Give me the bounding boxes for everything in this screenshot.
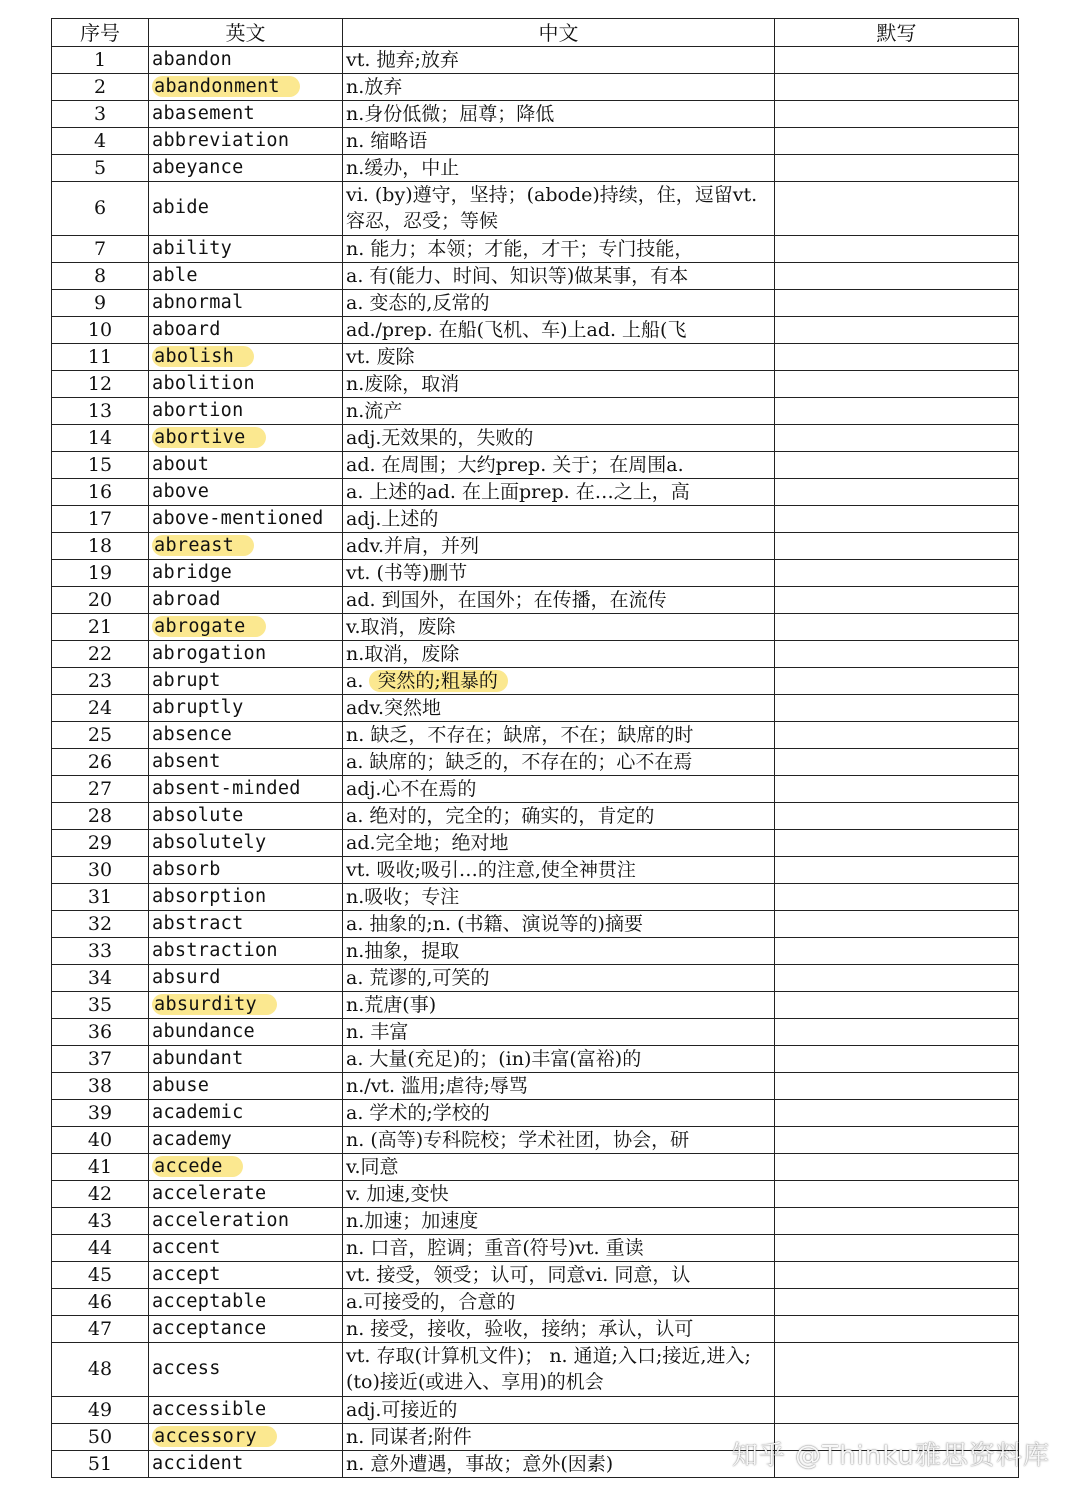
chinese-meaning: a. 大量(充足)的；(in)丰富(富裕)的: [343, 1045, 775, 1072]
chinese-meaning: a. 荒谬的,可笑的: [343, 964, 775, 991]
english-word: absorb: [149, 856, 343, 883]
chinese-meaning: vt. 废除: [343, 343, 775, 370]
english-word: accident: [149, 1450, 343, 1477]
row-number: 46: [52, 1288, 149, 1315]
table-row: [52, 424, 1019, 451]
table-row: [52, 1261, 1019, 1288]
chinese-meaning: v. 加速,变快: [343, 1180, 775, 1207]
chinese-meaning: adj.无效果的，失败的: [343, 424, 775, 451]
table-row: [52, 829, 1019, 856]
meaning-prefix: a.: [346, 669, 370, 692]
row-number: 37: [52, 1045, 149, 1072]
chinese-meaning: vi. (by)遵守，坚持；(abode)持续，住，逗留vt. 容忍，忍受；等候: [343, 182, 775, 236]
chinese-meaning: a. 上述的ad. 在上面prep. 在…之上，高: [343, 478, 775, 505]
english-word: academic: [149, 1099, 343, 1126]
table-row: [52, 1396, 1019, 1423]
dictation-cell[interactable]: [775, 478, 1019, 505]
table-row: [52, 74, 1019, 101]
chinese-meaning: n. 能力；本领；才能，才干；专门技能，: [343, 235, 775, 262]
row-number: 25: [52, 721, 149, 748]
english-word: [149, 1423, 343, 1450]
dictation-cell[interactable]: [775, 937, 1019, 964]
row-number: 20: [52, 586, 149, 613]
table-row: [52, 47, 1019, 74]
dictation-cell[interactable]: [775, 613, 1019, 640]
row-number: 51: [52, 1450, 149, 1477]
table-row: [52, 559, 1019, 586]
dictation-cell[interactable]: [775, 640, 1019, 667]
row-number: 27: [52, 775, 149, 802]
table-row: [52, 1153, 1019, 1180]
chinese-meaning: n.流产: [343, 397, 775, 424]
highlighted-word: accessory: [152, 1426, 277, 1447]
row-number: 12: [52, 370, 149, 397]
english-word: abuse: [149, 1072, 343, 1099]
table-row: [52, 289, 1019, 316]
row-number: 31: [52, 883, 149, 910]
row-number: 17: [52, 505, 149, 532]
dictation-cell[interactable]: [775, 991, 1019, 1018]
row-number: 7: [52, 235, 149, 262]
dictation-cell[interactable]: [775, 1045, 1019, 1072]
dictation-cell[interactable]: [775, 829, 1019, 856]
row-number: 11: [52, 343, 149, 370]
highlighted-word: abolish: [152, 346, 254, 367]
english-word: abortion: [149, 397, 343, 424]
dictation-cell[interactable]: [775, 1126, 1019, 1153]
chinese-meaning: a. 缺席的；缺乏的，不存在的；心不在焉: [343, 748, 775, 775]
dictation-cell[interactable]: [775, 910, 1019, 937]
row-number: 40: [52, 1126, 149, 1153]
header-row: [52, 19, 1019, 47]
english-word: abruptly: [149, 694, 343, 721]
chinese-meaning: n.缓办，中止: [343, 155, 775, 182]
english-word: [149, 1153, 343, 1180]
chinese-meaning: n.放弃: [343, 74, 775, 101]
chinese-meaning: ad./prep. 在船(飞机、车)上ad. 上船(飞: [343, 316, 775, 343]
english-word: accelerate: [149, 1180, 343, 1207]
english-word: above-mentioned: [149, 505, 343, 532]
row-number: 4: [52, 128, 149, 155]
english-word: absurd: [149, 964, 343, 991]
table-row: [52, 1099, 1019, 1126]
table-row: [52, 182, 1019, 236]
row-number: 26: [52, 748, 149, 775]
chinese-meaning: adj.上述的: [343, 505, 775, 532]
dictation-cell[interactable]: [775, 802, 1019, 829]
english-word: absorption: [149, 883, 343, 910]
row-number: 42: [52, 1180, 149, 1207]
dictation-cell[interactable]: [775, 289, 1019, 316]
table-row: [52, 101, 1019, 128]
row-number: 34: [52, 964, 149, 991]
english-word: [149, 74, 343, 101]
row-number: 1: [52, 47, 149, 74]
highlighted-word: abreast: [152, 535, 254, 556]
chinese-meaning: vt. 存取(计算机文件)； n. 通道;入口;接近,进入;(to)接近(或进入、享用)的机会: [343, 1342, 775, 1396]
dictation-cell[interactable]: [775, 559, 1019, 586]
chinese-meaning: n.荒唐(事): [343, 991, 775, 1018]
row-number: 48: [52, 1342, 149, 1396]
dictation-cell[interactable]: [775, 883, 1019, 910]
dictation-cell[interactable]: [775, 505, 1019, 532]
dictation-cell[interactable]: [775, 155, 1019, 182]
chinese-meaning: ad. 在周围；大约prep. 关于；在周围a.: [343, 451, 775, 478]
english-word: about: [149, 451, 343, 478]
dictation-cell[interactable]: [775, 775, 1019, 802]
dictation-cell[interactable]: [775, 47, 1019, 74]
chinese-meaning: n. 缺乏，不存在；缺席，不在；缺席的时: [343, 721, 775, 748]
table-row: [52, 1342, 1019, 1396]
row-number: 10: [52, 316, 149, 343]
row-number: 14: [52, 424, 149, 451]
row-number: 13: [52, 397, 149, 424]
chinese-meaning: n./vt. 滥用;虐待;辱骂: [343, 1072, 775, 1099]
row-number: 19: [52, 559, 149, 586]
dictation-cell[interactable]: [775, 1234, 1019, 1261]
chinese-meaning: n. 缩略语: [343, 128, 775, 155]
row-number: 6: [52, 182, 149, 236]
table-row: [52, 397, 1019, 424]
dictation-cell[interactable]: [775, 1288, 1019, 1315]
dictation-cell[interactable]: [775, 101, 1019, 128]
english-word: absence: [149, 721, 343, 748]
chinese-meaning: [343, 667, 775, 694]
table-row: [52, 1180, 1019, 1207]
english-word: [149, 991, 343, 1018]
chinese-meaning: adv.突然地: [343, 694, 775, 721]
watermark: 知乎 @Thinku雅思资料库: [731, 1441, 1050, 1471]
dictation-cell[interactable]: [775, 1180, 1019, 1207]
dictation-cell[interactable]: [775, 1072, 1019, 1099]
dictation-cell[interactable]: [775, 1153, 1019, 1180]
chinese-meaning: a. 有(能力、时间、知识等)做某事，有本: [343, 262, 775, 289]
dictation-cell[interactable]: [775, 748, 1019, 775]
highlighted-word: accede: [152, 1156, 243, 1177]
row-number: 50: [52, 1423, 149, 1450]
english-word: accept: [149, 1261, 343, 1288]
row-number: 36: [52, 1018, 149, 1045]
row-number: 43: [52, 1207, 149, 1234]
english-word: academy: [149, 1126, 343, 1153]
english-word: abide: [149, 182, 343, 236]
chinese-meaning: n. 丰富: [343, 1018, 775, 1045]
english-word: abridge: [149, 559, 343, 586]
chinese-meaning: vt. 接受，领受；认可，同意vi. 同意，认: [343, 1261, 775, 1288]
english-word: abasement: [149, 101, 343, 128]
dictation-cell[interactable]: [775, 964, 1019, 991]
row-number: 16: [52, 478, 149, 505]
chinese-meaning: n. 意外遭遇，事故；意外(因素): [343, 1450, 775, 1477]
chinese-meaning: vt. (书等)删节: [343, 559, 775, 586]
english-word: abolition: [149, 370, 343, 397]
row-number: 33: [52, 937, 149, 964]
dictation-cell[interactable]: [775, 721, 1019, 748]
highlighted-word: abandonment: [152, 76, 300, 97]
dictation-cell[interactable]: [775, 370, 1019, 397]
table-row: [52, 1207, 1019, 1234]
chinese-meaning: n. (高等)专科院校；学术社团，协会，研: [343, 1126, 775, 1153]
english-word: absent-minded: [149, 775, 343, 802]
dictation-cell[interactable]: [775, 74, 1019, 101]
dictation-cell[interactable]: [775, 586, 1019, 613]
dictation-cell[interactable]: [775, 424, 1019, 451]
table-row: [52, 856, 1019, 883]
dictation-cell[interactable]: [775, 1315, 1019, 1342]
dictation-cell[interactable]: [775, 235, 1019, 262]
dictation-cell[interactable]: [775, 1342, 1019, 1396]
table-row: [52, 155, 1019, 182]
dictation-cell[interactable]: [775, 1261, 1019, 1288]
dictation-cell[interactable]: [775, 182, 1019, 236]
english-word: above: [149, 478, 343, 505]
row-number: 5: [52, 155, 149, 182]
table-row: [52, 1234, 1019, 1261]
row-number: 35: [52, 991, 149, 1018]
dictation-cell[interactable]: [775, 262, 1019, 289]
dictation-cell[interactable]: [775, 856, 1019, 883]
table-row: [52, 262, 1019, 289]
row-number: 38: [52, 1072, 149, 1099]
english-word: able: [149, 262, 343, 289]
chinese-meaning: ad.完全地；绝对地: [343, 829, 775, 856]
highlighted-meaning: 突然的;粗暴的: [369, 670, 507, 692]
header-dictation: 默写: [775, 19, 1019, 47]
chinese-meaning: a. 抽象的;n. (书籍、演说等的)摘要: [343, 910, 775, 937]
table-row: [52, 1018, 1019, 1045]
english-word: accessible: [149, 1396, 343, 1423]
english-word: abstraction: [149, 937, 343, 964]
english-word: [149, 424, 343, 451]
english-word: absolute: [149, 802, 343, 829]
chinese-meaning: adj.心不在焉的: [343, 775, 775, 802]
english-word: absolutely: [149, 829, 343, 856]
header-english: 英文: [149, 19, 343, 47]
english-word: abundance: [149, 1018, 343, 1045]
english-word: acceleration: [149, 1207, 343, 1234]
row-number: 47: [52, 1315, 149, 1342]
english-word: [149, 343, 343, 370]
table-row: [52, 775, 1019, 802]
row-number: 8: [52, 262, 149, 289]
english-word: abrogation: [149, 640, 343, 667]
row-number: 39: [52, 1099, 149, 1126]
english-word: absent: [149, 748, 343, 775]
chinese-meaning: a. 学术的;学校的: [343, 1099, 775, 1126]
row-number: 9: [52, 289, 149, 316]
chinese-meaning: n.加速；加速度: [343, 1207, 775, 1234]
table-row: [52, 586, 1019, 613]
chinese-meaning: adj.可接近的: [343, 1396, 775, 1423]
row-number: 30: [52, 856, 149, 883]
row-number: 41: [52, 1153, 149, 1180]
table-row: [52, 128, 1019, 155]
english-word: abbreviation: [149, 128, 343, 155]
table-row: [52, 1126, 1019, 1153]
table-row: [52, 370, 1019, 397]
table-row: [52, 1072, 1019, 1099]
english-word: abstract: [149, 910, 343, 937]
english-word: abeyance: [149, 155, 343, 182]
chinese-meaning: n.废除，取消: [343, 370, 775, 397]
table-row: [52, 343, 1019, 370]
highlighted-word: abortive: [152, 427, 266, 448]
table-row: [52, 235, 1019, 262]
english-word: acceptance: [149, 1315, 343, 1342]
table-row: [52, 667, 1019, 694]
chinese-meaning: a. 变态的,反常的: [343, 289, 775, 316]
dictation-cell[interactable]: [775, 1396, 1019, 1423]
chinese-meaning: n.吸收；专注: [343, 883, 775, 910]
dictation-cell[interactable]: [775, 1018, 1019, 1045]
table-row: [52, 910, 1019, 937]
dictation-cell[interactable]: [775, 694, 1019, 721]
row-number: 21: [52, 613, 149, 640]
english-word: abundant: [149, 1045, 343, 1072]
table-row: [52, 802, 1019, 829]
english-word: accent: [149, 1234, 343, 1261]
dictation-cell[interactable]: [775, 1207, 1019, 1234]
table-row: [52, 640, 1019, 667]
table-row: [52, 1288, 1019, 1315]
row-number: 32: [52, 910, 149, 937]
chinese-meaning: adv.并肩，并列: [343, 532, 775, 559]
dictation-cell[interactable]: [775, 532, 1019, 559]
dictation-cell[interactable]: [775, 1099, 1019, 1126]
table-row: [52, 613, 1019, 640]
row-number: 24: [52, 694, 149, 721]
dictation-cell[interactable]: [775, 667, 1019, 694]
row-number: 18: [52, 532, 149, 559]
table-row: [52, 991, 1019, 1018]
english-word: access: [149, 1342, 343, 1396]
table-row: [52, 964, 1019, 991]
english-word: [149, 613, 343, 640]
table-body: [52, 47, 1019, 1478]
english-word: acceptable: [149, 1288, 343, 1315]
table-row: [52, 694, 1019, 721]
header-number: 序号: [52, 19, 149, 47]
dictation-cell[interactable]: [775, 128, 1019, 155]
chinese-meaning: v.取消，废除: [343, 613, 775, 640]
english-word: aboard: [149, 316, 343, 343]
table-row: [52, 478, 1019, 505]
row-number: 23: [52, 667, 149, 694]
chinese-meaning: n.身份低微；屈尊；降低: [343, 101, 775, 128]
row-number: 45: [52, 1261, 149, 1288]
english-word: abrupt: [149, 667, 343, 694]
row-number: 22: [52, 640, 149, 667]
table-row: [52, 451, 1019, 478]
dictation-cell[interactable]: [775, 343, 1019, 370]
vocabulary-table: [51, 18, 1019, 1478]
highlighted-word: absurdity: [152, 994, 277, 1015]
chinese-meaning: a.可接受的，合意的: [343, 1288, 775, 1315]
chinese-meaning: n. 接受，接收，验收，接纳；承认，认可: [343, 1315, 775, 1342]
header-chinese: 中文: [343, 19, 775, 47]
table-row: [52, 937, 1019, 964]
english-word: abroad: [149, 586, 343, 613]
table-row: [52, 316, 1019, 343]
english-word: abnormal: [149, 289, 343, 316]
row-number: 49: [52, 1396, 149, 1423]
table-row: [52, 883, 1019, 910]
chinese-meaning: n. 口音，腔调；重音(符号)vt. 重读: [343, 1234, 775, 1261]
chinese-meaning: v.同意: [343, 1153, 775, 1180]
highlighted-word: abrogate: [152, 616, 266, 637]
row-number: 44: [52, 1234, 149, 1261]
row-number: 28: [52, 802, 149, 829]
chinese-meaning: a. 绝对的，完全的；确实的，肯定的: [343, 802, 775, 829]
chinese-meaning: vt. 抛弃;放弃: [343, 47, 775, 74]
table-row: [52, 748, 1019, 775]
table-row: [52, 721, 1019, 748]
chinese-meaning: vt. 吸收;吸引…的注意,使全神贯注: [343, 856, 775, 883]
chinese-meaning: n.取消，废除: [343, 640, 775, 667]
row-number: 15: [52, 451, 149, 478]
row-number: 29: [52, 829, 149, 856]
dictation-cell[interactable]: [775, 397, 1019, 424]
chinese-meaning: n.抽象，提取: [343, 937, 775, 964]
dictation-cell[interactable]: [775, 316, 1019, 343]
table-row: [52, 505, 1019, 532]
table-row: [52, 532, 1019, 559]
table-row: [52, 1315, 1019, 1342]
table-row: [52, 1045, 1019, 1072]
row-number: 3: [52, 101, 149, 128]
english-word: ability: [149, 235, 343, 262]
english-word: abandon: [149, 47, 343, 74]
row-number: 2: [52, 74, 149, 101]
chinese-meaning: n. 同谋者;附件: [343, 1423, 775, 1450]
dictation-cell[interactable]: [775, 451, 1019, 478]
chinese-meaning: ad. 到国外，在国外；在传播，在流传: [343, 586, 775, 613]
vocabulary-sheet: [51, 18, 1018, 1478]
english-word: [149, 532, 343, 559]
